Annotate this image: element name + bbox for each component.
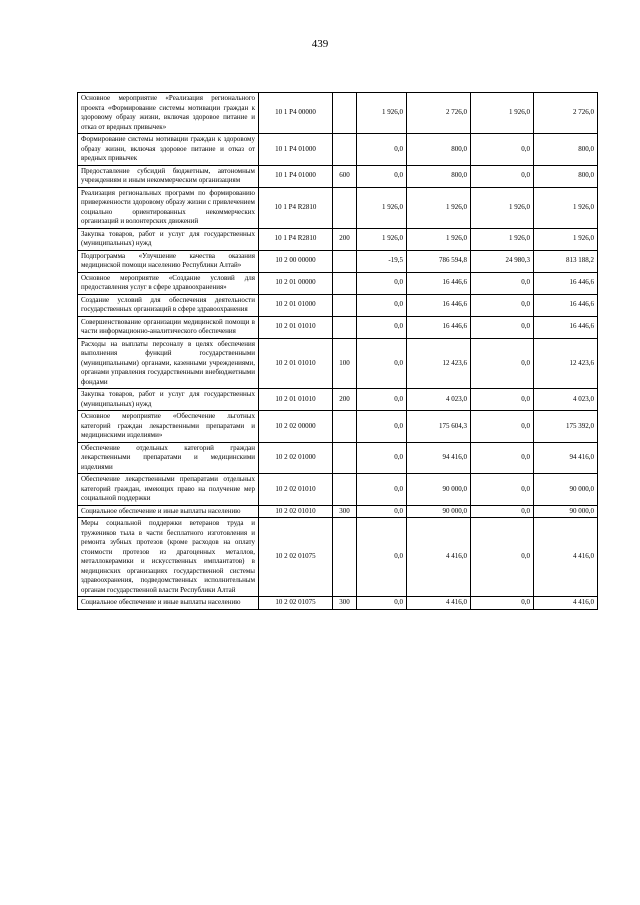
target-code-cell: 10 2 00 00000: [259, 250, 333, 272]
target-code-cell: 10 2 01 01010: [259, 316, 333, 338]
amount-change-cell: 0,0: [357, 474, 407, 506]
amount-current-cell: 16 446,6: [407, 272, 471, 294]
item-name-cell: Формирование системы мотивации граждан к здоровому образу жизни, включая здоровое питание и отказ от вредных привычек: [78, 134, 259, 166]
amount-change-next-cell: 0,0: [471, 474, 534, 506]
amount-change-next-cell: 1 926,0: [471, 93, 534, 134]
amount-change-cell: 0,0: [357, 294, 407, 316]
amount-next-cell: 16 446,6: [534, 272, 598, 294]
expense-type-cell: 600: [333, 165, 357, 187]
expense-type-cell: 300: [333, 505, 357, 518]
amount-current-cell: 1 926,0: [407, 187, 471, 228]
amount-current-cell: 1 926,0: [407, 228, 471, 250]
target-code-cell: 10 1 P4 01000: [259, 165, 333, 187]
target-code-cell: 10 2 02 01010: [259, 474, 333, 506]
amount-next-cell: 16 446,6: [534, 294, 598, 316]
table-row: [78, 442, 598, 474]
expense-type-cell: 100: [333, 338, 357, 389]
item-name-cell: Основное мероприятие «Обеспечение льготных категорий граждан лекарственными препаратами и медицинскими изделиями»: [78, 411, 259, 443]
amount-next-cell: 2 726,0: [534, 93, 598, 134]
amount-change-next-cell: 0,0: [471, 389, 534, 411]
item-name-cell: Социальное обеспечение и иные выплаты населению: [78, 505, 259, 518]
table-row: [78, 505, 598, 518]
item-name-cell: Обеспечение лекарственными препаратами отдельных категорий граждан, имеющих право на получение мер социальной поддержки: [78, 474, 259, 506]
amount-change-cell: 1 926,0: [357, 228, 407, 250]
amount-next-cell: 4 023,0: [534, 389, 598, 411]
target-code-cell: 10 1 P4 R2810: [259, 187, 333, 228]
item-name-cell: Закупка товаров, работ и услуг для государственных (муниципальных) нужд: [78, 228, 259, 250]
amount-current-cell: 16 446,6: [407, 316, 471, 338]
target-code-cell: 10 2 01 01010: [259, 389, 333, 411]
amount-change-cell: -19,5: [357, 250, 407, 272]
table-row: [78, 411, 598, 443]
amount-change-next-cell: 0,0: [471, 518, 534, 597]
table-row: [78, 294, 598, 316]
target-code-cell: 10 1 P4 00000: [259, 93, 333, 134]
amount-change-next-cell: 0,0: [471, 316, 534, 338]
amount-change-next-cell: 0,0: [471, 134, 534, 166]
expense-type-cell: [333, 187, 357, 228]
target-code-cell: 10 2 02 01075: [259, 597, 333, 610]
amount-current-cell: 800,0: [407, 165, 471, 187]
amount-current-cell: 16 446,6: [407, 294, 471, 316]
table-row: [78, 134, 598, 166]
table-body: [78, 93, 598, 610]
amount-change-next-cell: 0,0: [471, 505, 534, 518]
expense-type-cell: [333, 294, 357, 316]
amount-next-cell: 4 416,0: [534, 518, 598, 597]
expense-type-cell: 200: [333, 228, 357, 250]
amount-current-cell: 2 726,0: [407, 93, 471, 134]
amount-next-cell: 94 416,0: [534, 442, 598, 474]
table-row: [78, 389, 598, 411]
target-code-cell: 10 1 P4 01000: [259, 134, 333, 166]
amount-change-cell: 1 926,0: [357, 187, 407, 228]
table-row: [78, 316, 598, 338]
table-row: [78, 338, 598, 389]
target-code-cell: 10 2 02 01010: [259, 505, 333, 518]
expense-type-cell: [333, 316, 357, 338]
amount-current-cell: 90 000,0: [407, 474, 471, 506]
amount-next-cell: 813 188,2: [534, 250, 598, 272]
item-name-cell: Основное мероприятие «Реализация регионального проекта «Формирование системы мотивации граждан к здоровому образу жизни, включая здоровое питание и отказ от вредных привычек»: [78, 93, 259, 134]
expense-type-cell: [333, 442, 357, 474]
item-name-cell: Создание условий для обеспечения деятельности государственных организаций в сфере здравоохранения: [78, 294, 259, 316]
amount-current-cell: 175 604,3: [407, 411, 471, 443]
amount-change-cell: 0,0: [357, 389, 407, 411]
amount-change-next-cell: 0,0: [471, 597, 534, 610]
amount-next-cell: 800,0: [534, 165, 598, 187]
amount-change-next-cell: 0,0: [471, 411, 534, 443]
target-code-cell: 10 2 01 01000: [259, 294, 333, 316]
target-code-cell: 10 2 01 00000: [259, 272, 333, 294]
amount-current-cell: 786 594,8: [407, 250, 471, 272]
amount-change-next-cell: 1 926,0: [471, 228, 534, 250]
amount-change-cell: 0,0: [357, 272, 407, 294]
amount-current-cell: 12 423,6: [407, 338, 471, 389]
table-row: [78, 228, 598, 250]
amount-change-cell: 0,0: [357, 597, 407, 610]
item-name-cell: Совершенствование организации медицинской помощи в части информационно-аналитического обеспечения: [78, 316, 259, 338]
amount-change-cell: 0,0: [357, 134, 407, 166]
amount-next-cell: 4 416,0: [534, 597, 598, 610]
target-code-cell: 10 2 02 00000: [259, 411, 333, 443]
table-row: [78, 597, 598, 610]
item-name-cell: Предоставление субсидий бюджетным, автономным учреждениям и иным некоммерческим организациям: [78, 165, 259, 187]
amount-change-cell: 0,0: [357, 165, 407, 187]
amount-next-cell: 1 926,0: [534, 228, 598, 250]
target-code-cell: 10 1 P4 R2810: [259, 228, 333, 250]
amount-next-cell: 175 392,0: [534, 411, 598, 443]
amount-change-cell: 0,0: [357, 338, 407, 389]
expense-type-cell: [333, 474, 357, 506]
page-number: 439: [311, 38, 329, 50]
budget-table: [77, 92, 598, 610]
amount-change-next-cell: 0,0: [471, 338, 534, 389]
item-name-cell: Закупка товаров, работ и услуг для государственных (муниципальных) нужд: [78, 389, 259, 411]
amount-change-next-cell: 0,0: [471, 272, 534, 294]
amount-current-cell: 90 000,0: [407, 505, 471, 518]
amount-next-cell: 1 926,0: [534, 187, 598, 228]
amount-change-cell: 1 926,0: [357, 93, 407, 134]
item-name-cell: Расходы на выплаты персоналу в целях обеспечения выполнения функций государственными (муниципальными) органами, казенными учреждениями, органами управления государственными внебюджетными фондами: [78, 338, 259, 389]
expense-type-cell: 200: [333, 389, 357, 411]
item-name-cell: Меры социальной поддержки ветеранов труда и тружеников тыла в части бесплатного изготовления и ремонта зубных протезов (кроме расходов на оплату стоимости протезов из драгоценных металлов, металлокерамики и искусственных имплантатов) в медицинских организациях государственной системы здравоохранения, подведомственных исполнительным органам государственной власти Республики Алтай: [78, 518, 259, 597]
amount-current-cell: 800,0: [407, 134, 471, 166]
table-row: [78, 250, 598, 272]
amount-change-cell: 0,0: [357, 518, 407, 597]
amount-change-next-cell: 24 980,3: [471, 250, 534, 272]
amount-change-cell: 0,0: [357, 316, 407, 338]
table-row: [78, 165, 598, 187]
target-code-cell: 10 2 01 01010: [259, 338, 333, 389]
expense-type-cell: [333, 93, 357, 134]
amount-current-cell: 4 023,0: [407, 389, 471, 411]
amount-next-cell: 90 000,0: [534, 474, 598, 506]
amount-change-next-cell: 0,0: [471, 165, 534, 187]
expense-type-cell: 300: [333, 597, 357, 610]
amount-change-next-cell: 0,0: [471, 442, 534, 474]
amount-current-cell: 94 416,0: [407, 442, 471, 474]
expense-type-cell: [333, 272, 357, 294]
amount-change-cell: 0,0: [357, 442, 407, 474]
amount-change-next-cell: 0,0: [471, 294, 534, 316]
amount-current-cell: 4 416,0: [407, 597, 471, 610]
expense-type-cell: [333, 411, 357, 443]
table-row: [78, 272, 598, 294]
item-name-cell: Основное мероприятие «Создание условий для предоставления услуг в сфере здравоохранения»: [78, 272, 259, 294]
table-row: [78, 93, 598, 134]
amount-change-next-cell: 1 926,0: [471, 187, 534, 228]
item-name-cell: Обеспечение отдельных категорий граждан лекарственными препаратами и медицинскими изделиями: [78, 442, 259, 474]
table-row: [78, 474, 598, 506]
amount-next-cell: 90 000,0: [534, 505, 598, 518]
amount-next-cell: 12 423,6: [534, 338, 598, 389]
expense-type-cell: [333, 134, 357, 166]
amount-current-cell: 4 416,0: [407, 518, 471, 597]
amount-change-cell: 0,0: [357, 411, 407, 443]
table-row: [78, 518, 598, 597]
target-code-cell: 10 2 02 01075: [259, 518, 333, 597]
target-code-cell: 10 2 02 01000: [259, 442, 333, 474]
table-row: [78, 187, 598, 228]
item-name-cell: Реализация региональных программ по формированию приверженности здоровому образу жизни с привлечением социально ориентированных некоммерческих организаций и волонтерских движений: [78, 187, 259, 228]
amount-next-cell: 16 446,6: [534, 316, 598, 338]
item-name-cell: Социальное обеспечение и иные выплаты населению: [78, 597, 259, 610]
expense-type-cell: [333, 518, 357, 597]
amount-change-cell: 0,0: [357, 505, 407, 518]
item-name-cell: Подпрограмма «Улучшение качества оказания медицинской помощи населению Республики Алтай»: [78, 250, 259, 272]
amount-next-cell: 800,0: [534, 134, 598, 166]
expense-type-cell: [333, 250, 357, 272]
